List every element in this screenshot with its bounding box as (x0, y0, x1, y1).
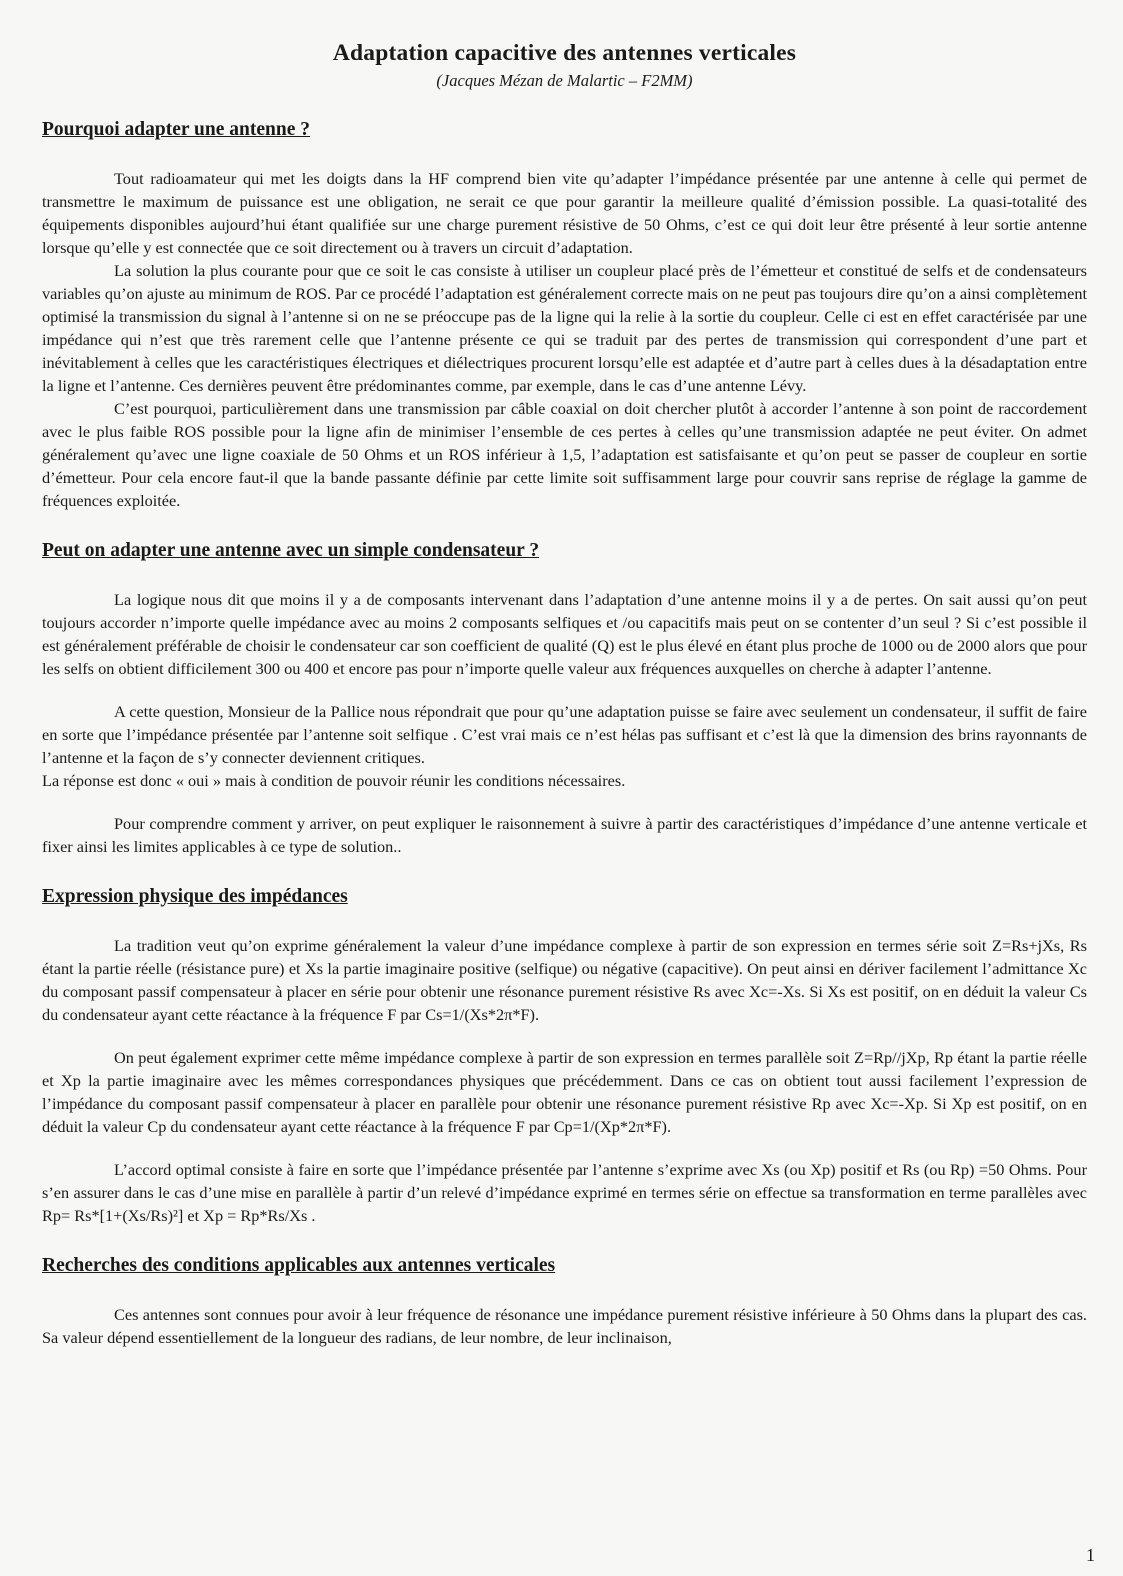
paragraph: Ces antennes sont connues pour avoir à leur fréquence de résonance une impédance purement résistive inférieure à 50 Ohms dans la plupart des cas. Sa valeur dépend essentiellement de la longueur des radians, de leur nombre, de leur inclinaison, (42, 1305, 1087, 1347)
paragraph: La réponse est donc « oui » mais à condition de pouvoir réunir les conditions nécessaires. (42, 771, 626, 790)
paragraph: A cette question, Monsieur de la Pallice nous répondrait que pour qu’une adaptation puisse se faire avec seulement un condensateur, il suffit de faire en sorte que l’impédance présentée par l’antenne soit selfique . C’est vrai mais ce n’est hélas pas suffisant et c’est là que la dimension des brins rayonnants de l’antenne et la façon de s’y connecter deviennent critiques. (42, 702, 1087, 767)
section-heading-recherches: Recherches des conditions applicables aux antennes verticales (42, 1255, 556, 1276)
document-author: (Jacques Mézan de Malartic – F2MM) (436, 71, 693, 90)
spacer (42, 858, 1087, 886)
section-heading-pourquoi: Pourquoi adapter une antenne ? (42, 119, 310, 140)
spacer (42, 1138, 1087, 1158)
spacer (42, 792, 1087, 812)
paragraph: Tout radioamateur qui met les doigts dans la HF comprend bien vite qu’adapter l’impédance présentée par une antenne à celle qui permet de transmettre le maximum de puissance est une obligation, ne serait ce que pour garantir la meilleure qualité d’émission possible. La quasi-totalité des équipements disponibles aujourd’hui étant qualifiée sur une charge purement résistive de 50 Ohms, c’est ce qui doit leur être présenté à leur sortie antenne lorsque qu’elle y est connectée que ce soit directement ou à travers un circuit d’adaptation. (42, 169, 1087, 257)
spacer (42, 1026, 1087, 1046)
section-heading-expression: Expression physique des impédances (42, 886, 348, 907)
paragraph: L’accord optimal consiste à faire en sorte que l’impédance présentée par l’antenne s’exprime avec Xs (ou Xp) positif et Rs (ou Rp) =50 Ohms. Pour s’en assurer dans le cas d’une mise en parallèle à partir d’un relevé d’impédance exprimé en termes série on effectue sa transformation en terme parallèles avec Rp= Rs*[1+(Xs/Rs)²] et Xp = Rp*Rs/Xs . (42, 1160, 1087, 1225)
paragraph: Pour comprendre comment y arriver, on peut expliquer le raisonnement à suivre à partir des caractéristiques d’impédance d’une antenne verticale et fixer ainsi les limites applicables à ce type de solution.. (42, 814, 1087, 856)
paragraph: On peut également exprimer cette même impédance complexe à partir de son expression en termes parallèle soit Z=Rp//jXp, Rp étant la partie réelle et Xp la partie imaginaire avec les mêmes correspondances physiques que précédemment. Dans ce cas on obtient tout aussi facilement l’expression de l’impédance du composant passif compensateur à placer en parallèle pour obtenir une résonance purement résistive Rp avec Xc=-Xp. Si Xp est positif, on en déduit la valeur Cp du condensateur ayant cette réactance à la fréquence F par Cp=1/(Xp*2π*F). (42, 1048, 1087, 1136)
page-number: 1 (1086, 1545, 1095, 1565)
spacer (42, 512, 1087, 540)
document-title: Adaptation capacitive des antennes verticales (332, 40, 797, 66)
paragraph: La tradition veut qu’on exprime généralement la valeur d’une impédance complexe à partir de son expression en termes série soit Z=Rs+jXs, Rs étant la partie réelle (résistance pure) et Xs la partie imaginaire positive (selfique) ou négative (capacitive). On peut ainsi en dériver facilement l’admittance Xc du composant passif compensateur à placer en série pour obtenir une résonance purement résistive Rs avec Xc=-Xs. Si Xs est positif, on en déduit la valeur Cs du condensateur ayant cette réactance à la fréquence F par Cs=1/(Xs*2π*F). (42, 936, 1087, 1024)
document-page (42, 40, 1087, 1349)
spacer (42, 680, 1087, 700)
section-heading-condensateur: Peut on adapter une antenne avec un simple condensateur ? (42, 540, 540, 561)
paragraph: C’est pourquoi, particulièrement dans une transmission par câble coaxial on doit chercher plutôt à accorder l’antenne à son point de raccordement avec le plus faible ROS possible pour la ligne afin de minimiser l’ensemble de ces pertes à celles qu’une transmission adaptée ne peut éviter. On admet généralement qu’avec une ligne coaxiale de 50 Ohms et un ROS inférieur à 1,5, l’adaptation est satisfaisante et qu’on peut se passer de coupleur en sortie d’émetteur. Pour cela encore faut-il que la bande passante définie par cette limite soit suffisamment large pour couvrir sans reprise de réglage la gamme de fréquences exploitée. (42, 399, 1087, 510)
paragraph: La logique nous dit que moins il y a de composants intervenant dans l’adaptation d’une antenne moins il y a de pertes. On sait aussi qu’on peut toujours accorder n’importe quelle impédance avec au moins 2 composants selfiques et /ou capacitifs mais peut on se contenter d’un seul ? Si c’est possible il est généralement préférable de choisir le condensateur car son coefficient de qualité (Q) est le plus élevé en étant plus proche de 1000 ou de 2000 alors que pour les selfs on obtient difficilement 300 ou 400 et encore pas pour n’importe quelle valeur aux fréquences auxquelles on cherche à adapter l’antenne. (42, 590, 1087, 678)
paragraph: La solution la plus courante pour que ce soit le cas consiste à utiliser un coupleur placé près de l’émetteur et constitué de selfs et de condensateurs variables qu’on ajuste au minimum de ROS. Par ce procédé l’adaptation est généralement correcte mais on ne peut pas toujours dire qu’on a ainsi complètement optimisé la transmission du signal à l’antenne si on ne se préoccupe pas de la ligne qui la relie à la sortie du coupleur. Celle ci est en effet caractérisée par une impédance qui n’est que très rarement celle que l’antenne présente ce qui se traduit par des pertes de transmission qui correspondent d’une part et inévitablement à celles que les caractéristiques électriques et diélectriques procurent lorsqu’elle est adaptée et d’autre part à celles dues à la désadaptation entre la ligne et l’antenne. Ces dernières peuvent être prédominantes comme, par exemple, dans le cas d’une antenne Lévy. (42, 261, 1087, 395)
spacer (42, 1227, 1087, 1255)
